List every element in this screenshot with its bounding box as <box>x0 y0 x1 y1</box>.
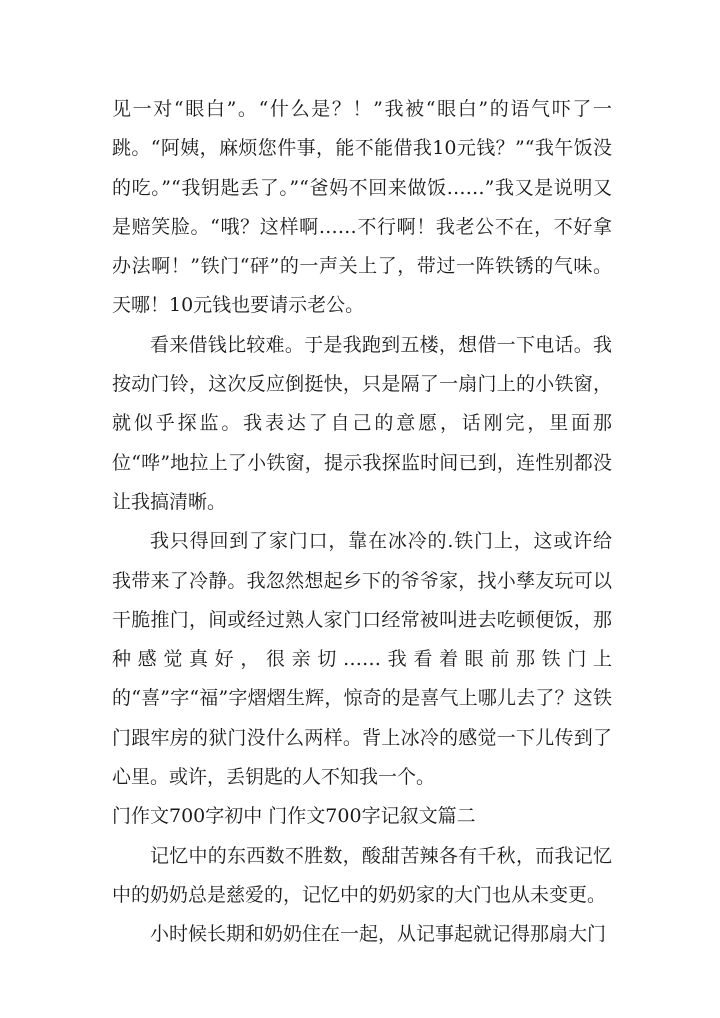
paragraph-back-home: 我只得回到了家门口，靠在冰冷的.铁门上，这或许给我带来了冷静。我忽然想起乡下的爷爷家，找小孳友玩可以干脆推门，间或经过熟人家门口经常被叫进去吃顿便饭，那种感觉真好，很亲切……我看着眼前那铁门上的“喜”字“福”字熠熠生辉，惊奇的是喜气上哪儿去了？这铁门跟牢房的狱门没什么两样。背上冰冷的感觉一下儿传到了心里。或许，丢钥匙的人不知我一个。 <box>112 530 612 789</box>
article-body <box>112 90 612 955</box>
section-heading: 门作文700字初中 门作文700字记叙文篇二 <box>112 805 476 828</box>
paragraph-borrow-phone: 看来借钱比较难。于是我跑到五楼，想借一下电话。我按动门铃，这次反应倒挺快，只是隔了一扇门上的小铁窗，就似乎探监。我表达了自己的意愿，话刚完，里面那位“哗”地拉上了小铁窗，提示我探监时间已到，连性别都没让我搞清晰。 <box>112 333 612 513</box>
paragraph-childhood: 小时候长期和奶奶住在一起，从记事起就记得那扇大门 <box>150 923 607 946</box>
paragraph-memory: 记忆中的东西数不胜数，酸甜苦辣各有千秋，而我记忆中的奶奶总是慈爱的，记忆中的奶奶家的大门也从未变更。 <box>112 844 612 906</box>
paragraph-continued: 见一对“眼白”。“什么是？！”我被“眼白”的语气吓了一跳。“阿姨，麻烦您件事，能不能借我10元钱？”“我午饭没的吃。”“我钥匙丢了。”“爸妈不回来做饭……”我又是说明又是赔笑脸。“哦？这样啊……不行啊！我老公不在，不好拿办法啊！”铁门“砰”的一声关上了，带过一阵铁锈的气味。天哪！10元钱也要请示老公。 <box>112 98 612 317</box>
